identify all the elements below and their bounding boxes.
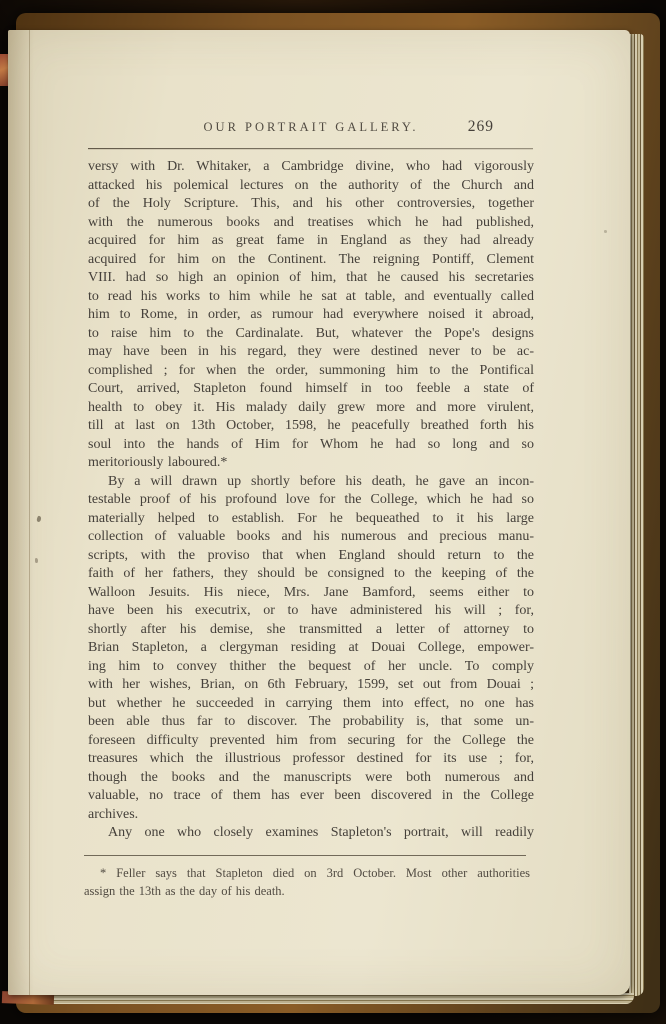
page-number: 269 (467, 118, 494, 135)
page-title: OUR PORTRAIT GALLERY. (203, 120, 419, 134)
text-line: of the Holy Scripture. This, and his other controversies, together (88, 196, 534, 211)
text-line: * Feller says that Stapleton died on 3rd October. Most other authorities (100, 866, 530, 880)
text-line: collection of valuable books and his numerous and precious manu- (88, 529, 534, 544)
header-rule (88, 148, 533, 149)
page-content (84, 30, 534, 995)
text-line: him to Rome, in order, as rumour had everywhere noised it abroad, (88, 307, 534, 322)
text-line: treasures which the illustrious professor destined for its use ; for, (88, 751, 534, 766)
footnote-rule (84, 855, 526, 856)
text-line: versy with Dr. Whitaker, a Cambridge divine, who had vigorously (88, 159, 534, 174)
running-header (88, 120, 534, 140)
text-line: health to obey it. His malady daily grew more and more virulent, (88, 399, 534, 415)
footnote-text (84, 865, 530, 900)
text-line: though the books and the manuscripts were both numerous and (88, 769, 534, 785)
text-line: valuable, no trace of them has ever been discovered in the College (88, 788, 534, 803)
text-line: till at last on 13th October, 1598, he peacefully breathed forth his (88, 418, 534, 433)
text-line: acquired for him as great fame in England as they had already (88, 233, 534, 248)
text-line: shortly after his demise, she transmitted a letter of attorney to (88, 621, 534, 637)
text-line: but whether he succeeded in carrying them into effect, no one has (88, 695, 534, 711)
text-line: meritoriously laboured.* (88, 455, 228, 470)
text-line: scripts, with the proviso that when England should return to the (88, 547, 534, 563)
text-line: archives. (88, 806, 139, 822)
foxing-speck (35, 558, 38, 563)
gutter-line (29, 30, 30, 995)
text-line: Any one who closely examines Stapleton's portrait, will readily (108, 825, 534, 840)
paragraph (88, 473, 534, 825)
text-line: testable proof of his profound love for the College, which he had so (88, 492, 534, 507)
text-line: to read his works to him while he sat at table, and eventually called (88, 288, 534, 304)
text-line: ing him to convey thither the bequest of her uncle. To comply (88, 658, 534, 674)
book-page (8, 30, 630, 995)
text-line: been able thus far to discover. The probability is, that some un- (88, 714, 534, 729)
text-line: complished ; for when the order, summoning him to the Pontifical (88, 362, 534, 378)
text-line: with the numerous books and treatises which he had published, (88, 214, 534, 230)
foxing-speck (36, 516, 42, 523)
body-text (88, 158, 534, 843)
foxing-speck (604, 230, 607, 233)
text-line: soul into the hands of Him for Whom he had so long and so (88, 436, 534, 452)
paragraph (88, 824, 534, 843)
text-line: By a will drawn up shortly before his death, he gave an incon- (108, 473, 534, 489)
text-line: acquired for him on the Continent. The reigning Pontiff, Clement (88, 251, 534, 267)
paragraph (88, 158, 534, 473)
text-line: faith of her fathers, they should be consigned to the keeping of the (88, 566, 534, 581)
gutter-shadow (8, 30, 34, 995)
text-line: Court, arrived, Stapleton found himself in too feeble a state of (88, 381, 534, 396)
page-stack-fore-edge (629, 34, 644, 996)
text-line: assign the 13th as the day of his death. (84, 883, 285, 898)
text-line: with her wishes, Brian, on 6th February, 1599, set out from Douai ; (88, 677, 534, 692)
text-line: materially helped to establish. For he bequeathed to it his large (88, 510, 534, 526)
text-line: may have been in his regard, they were destined never to be ac- (88, 344, 534, 359)
text-line: foreseen difficulty prevented him from securing for the College the (88, 732, 534, 748)
text-line: have been his executrix, or to have administered his will ; for, (88, 603, 534, 618)
text-line: to raise him to the Cardinalate. But, whatever the Pope's designs (88, 325, 534, 341)
text-line: attacked his polemical lectures on the authority of the Church and (88, 177, 534, 193)
text-line: VIII. had so high an opinion of him, that he caused his secretaries (88, 270, 534, 285)
text-line: Walloon Jesuits. His niece, Mrs. Jane Bamford, seems either to (88, 584, 534, 600)
text-line: Brian Stapleton, a clergyman residing at Douai College, empower- (88, 640, 534, 655)
